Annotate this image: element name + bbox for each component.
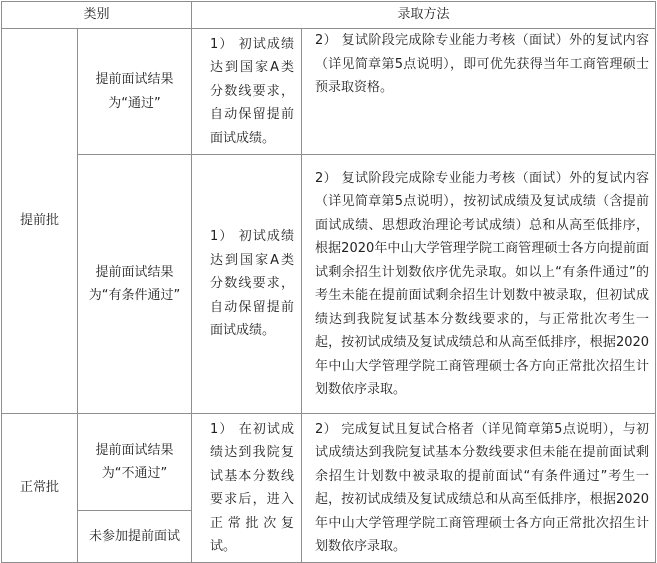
category-normal-batch: 正常批: [2, 414, 78, 563]
table-row: [2, 155, 656, 414]
method-step2-pass: 2） 复试阶段完成除专业能力考核（面试）外的复试内容（详见简章第5点说明），即可优先获得当年工商管理硕士预录取资格。: [302, 29, 656, 155]
method-step2-conditional: 2） 复试阶段完成除专业能力考核（面试）外的复试内容（详见简章第5点说明），按初试成绩及复试成绩（含提前面试成绩、思想政治理论考试成绩）总和从高至低排序，根据2020年中山大学管理学院工商管理硕士各方向提前面试剩余招生计划数依序优先录取。如以上“有条件通过”的考生未能在提前面试剩余招生计划数中被录取，但初试成绩达到我院复试基本分数线要求的，与正常批次考生一起，按初试成绩及复试成绩总和从高至低排序，根据2020年中山大学管理学院工商管理硕士各方向正常批次招生计划数依序录取。: [302, 155, 656, 414]
subcategory-pass: 提前面试结果为“通过”: [78, 29, 192, 155]
subcategory-no-interview: 未参加提前面试: [78, 511, 192, 563]
category-early-batch: 提前批: [2, 29, 78, 414]
table-row: [2, 29, 656, 155]
header-method: 录取方法: [192, 2, 656, 29]
subcategory-conditional-pass: 提前面试结果为“有条件通过”: [78, 155, 192, 414]
table-row: [2, 414, 656, 511]
header-category: 类别: [2, 2, 192, 29]
method-step1-normal: 1） 在初试成绩达到我院复试基本分数线要求后，进入正常批次复试。: [192, 414, 302, 563]
table-header-row: [2, 2, 656, 29]
method-step1-pass: 1） 初试成绩达到国家A类分数线要求，自动保留提前面试成绩。: [192, 29, 302, 155]
method-step1-conditional: 1） 初试成绩达到国家A类分数线要求，自动保留提前面试成绩。: [192, 155, 302, 414]
method-step2-normal: 2） 完成复试且复试合格者（详见简章第5点说明），与初试成绩达到我院复试基本分数线要求但未能在提前面试剩余招生计划数中被录取的提前面试“有条件通过”考生一起，按初试成绩及复试成绩总和从高至低排序，根据2020年中山大学管理学院工商管理硕士各方向正常批次招生计划数依序录取。: [302, 414, 656, 563]
admission-method-table: [1, 1, 656, 563]
subcategory-fail: 提前面试结果为“不通过”: [78, 414, 192, 511]
